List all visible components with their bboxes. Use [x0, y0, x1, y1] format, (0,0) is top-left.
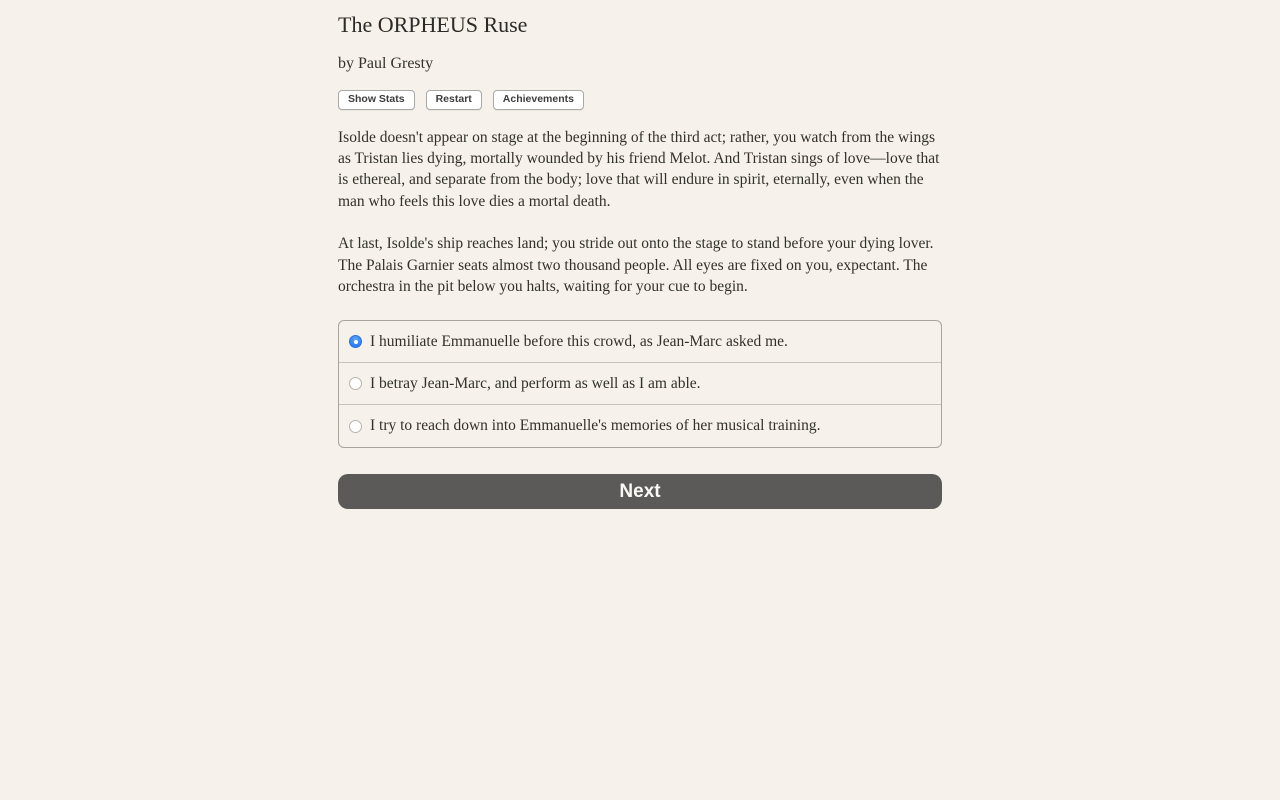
show-stats-button[interactable]: Show Stats	[338, 90, 415, 110]
choice-option-1[interactable]	[339, 321, 941, 363]
restart-button[interactable]: Restart	[426, 90, 482, 110]
choice-option-2[interactable]	[339, 363, 941, 405]
next-button[interactable]: Next	[338, 474, 942, 509]
choice-option-label: I humiliate Emmanuelle before this crowd, as Jean-Marc asked me.	[370, 332, 788, 350]
choice-option-label: I try to reach down into Emmanuelle's memories of her musical training.	[370, 417, 821, 435]
story-paragraph: Isolde doesn't appear on stage at the beginning of the third act; rather, you watch from the wings as Tristan lies dying, mortally wounded by his friend Melot. And Tristan sings of love—love that is ethereal, and separate from the body; love that will endure in spirit, eternally, even when the man who feels this love dies a mortal death.	[338, 128, 940, 210]
radio-button-icon[interactable]	[349, 377, 362, 390]
choice-option-3[interactable]	[339, 405, 941, 447]
radio-button-icon[interactable]	[349, 335, 362, 348]
story-paragraph: At last, Isolde's ship reaches land; you stride out onto the stage to stand before your dying lover. The Palais Garnier seats almost two thousand people. All eyes are fixed on you, expectant. The orchestra in the pit below you halts, waiting for your cue to begin.	[338, 235, 934, 296]
game-page	[338, 0, 942, 509]
toolbar	[338, 90, 942, 110]
achievements-button[interactable]: Achievements	[493, 90, 584, 110]
radio-button-icon[interactable]	[349, 420, 362, 433]
choice-option-label: I betray Jean-Marc, and perform as well as I am able.	[370, 374, 701, 392]
page-title: The ORPHEUS Ruse	[338, 12, 528, 37]
choice-list	[338, 320, 942, 448]
author-byline: by Paul Gresty	[338, 55, 434, 72]
